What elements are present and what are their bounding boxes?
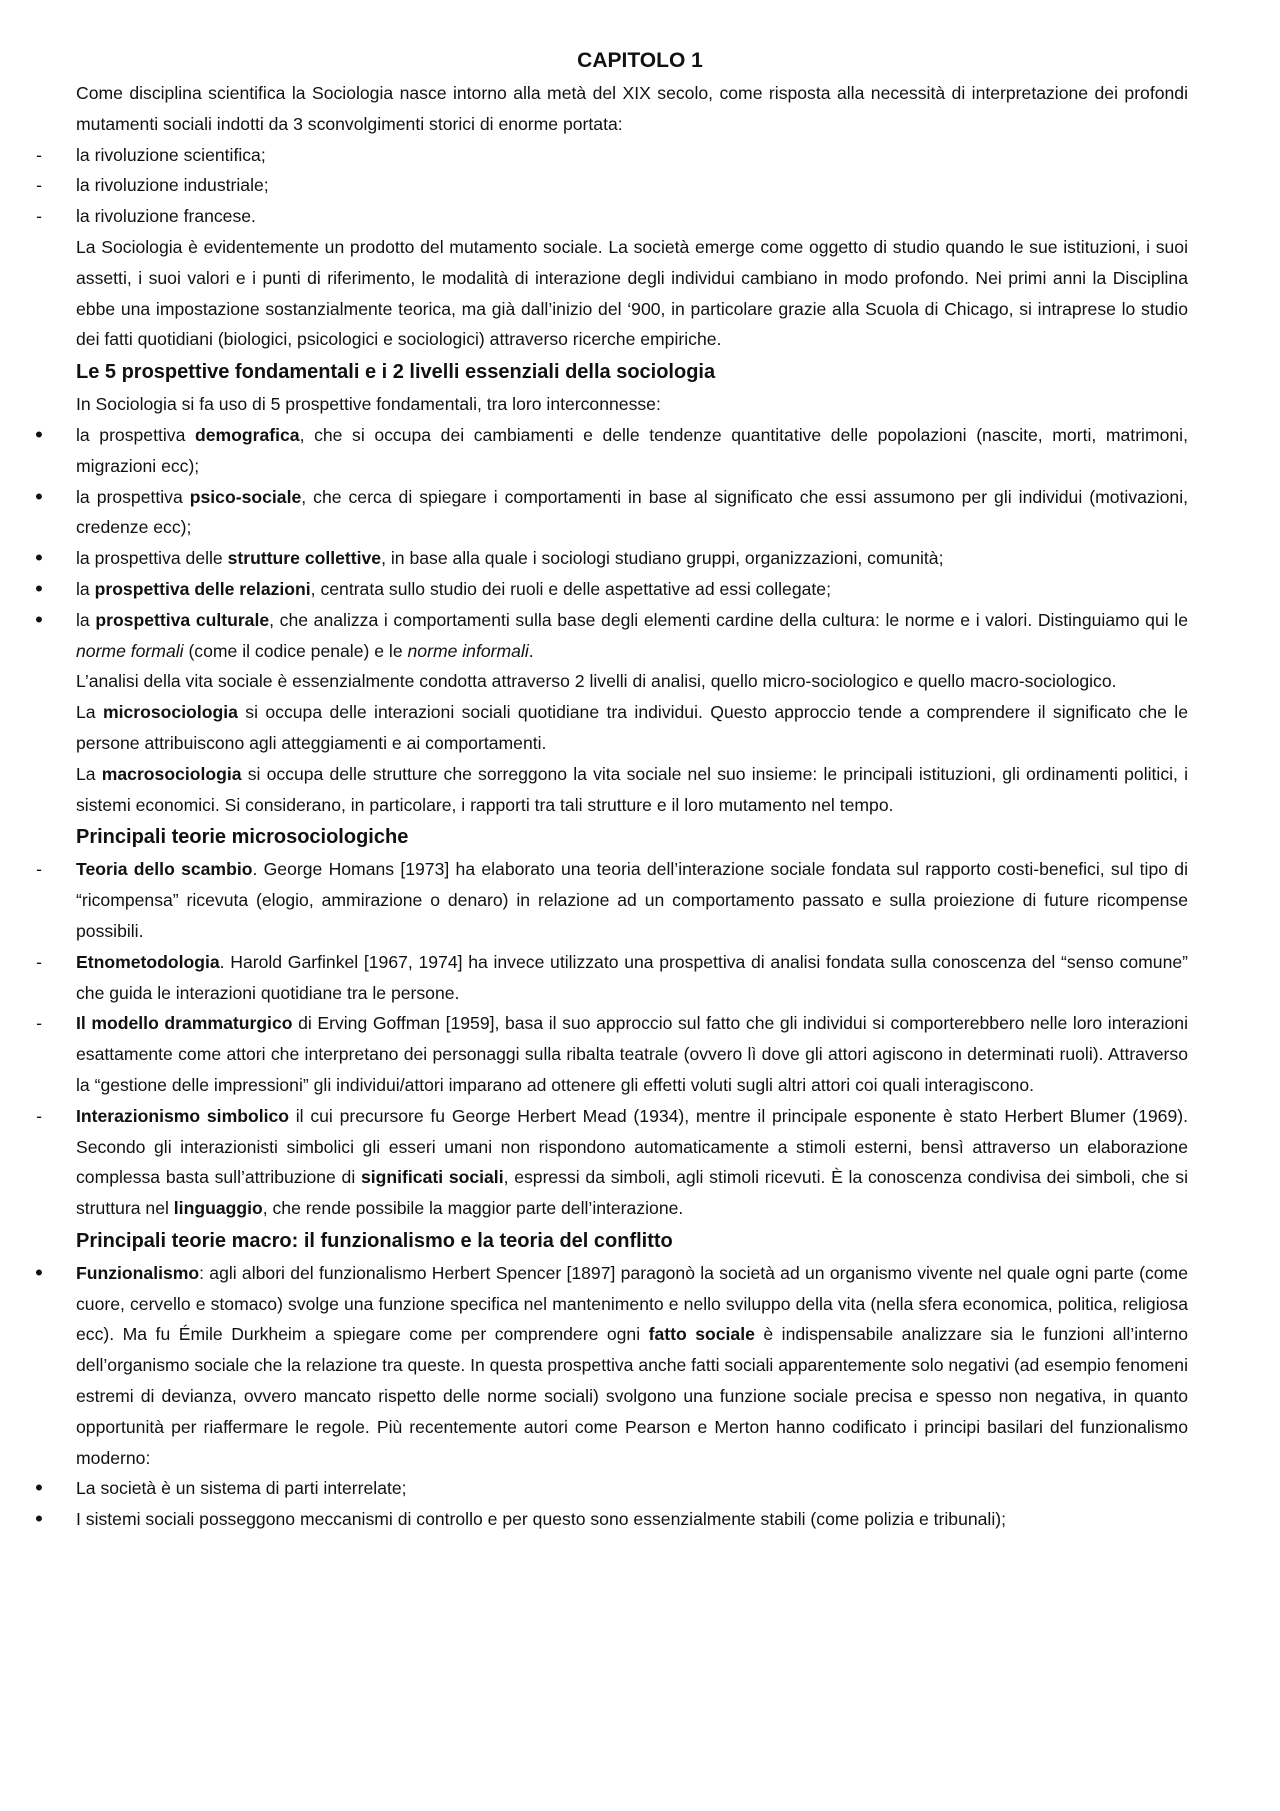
dash-marker: -	[36, 1013, 42, 1034]
macro-paragraph: La macrosociologia si occupa delle strutture che sorreggono la vita sociale nel suo insieme: le principali istituzioni, gli ordinamenti politici, i sistemi economici. Si considerano, in particolare, i rapporti tra tali strutture e il loro mutamento nel tempo.	[76, 763, 1188, 815]
list-item-text: La società è un sistema di parti interrelate;	[76, 1478, 407, 1499]
document-body	[35, 78, 1188, 1535]
bold-term: strutture collettive	[227, 548, 382, 569]
bold-term: microsociologia	[102, 702, 238, 723]
list-item-text: la rivoluzione scientifica;	[76, 144, 266, 165]
bold-term: Funzionalismo	[76, 1262, 200, 1283]
dash-marker: -	[36, 1105, 42, 1126]
list-item	[35, 1473, 1188, 1504]
bold-term: Teoria dello scambio	[76, 859, 253, 880]
section-heading-macro: Principali teorie macro: il funzionalismo e la teoria del conflitto	[76, 1229, 673, 1252]
bullet-marker: •	[35, 575, 43, 601]
dash-marker: -	[36, 206, 42, 227]
list-item	[35, 1504, 1188, 1535]
list-item	[36, 140, 1188, 171]
list-item: - Interazionismo simbolico il cui precursore fu George Herbert Mead (1934), mentre il principale esponente è stato Herbert Blumer (1969). Secondo gli interazionisti simbolici gli esseri umani non rispondono automaticamente a stimoli esterni, bensì attraverso un elaborazione complessa basta sull’attribuzione di significati sociali, espressi da simboli, agli stimoli ricevuti. È la conoscenza condivisa dei simboli, che si struttura nel linguaggio, che rende possibile la maggior parte dell’interazione.	[76, 1101, 1188, 1224]
dash-marker: -	[36, 144, 42, 165]
list-item: - Il modello drammaturgico di Erving Goffman [1959], basa il suo approccio sul fatto che gli individui si comporterebbero nelle loro interazioni esattamente come attori che interpretano dei personaggi sulla ribalta teatrale (ovvero lì dove gli attori agiscono in determinati ruoli). Attraverso la “gestione delle impressioni” gli individui/attori imparano ad ottenere gli effetti voluti sugli altri attori coi quali interagiscono.	[76, 1008, 1188, 1100]
dash-marker: -	[36, 951, 42, 972]
list-item	[36, 170, 1188, 201]
bold-term: Interazionismo simbolico	[76, 1105, 290, 1126]
bold-term: psico-sociale	[189, 486, 302, 507]
bold-term: significati sociali	[360, 1167, 504, 1188]
bold-term: demografica	[194, 424, 300, 445]
list-item: • la prospettiva delle strutture collettive, in base alla quale i sociologi studiano gruppi, organizzazioni, comunità;	[76, 543, 1188, 574]
bullet-marker: •	[35, 1259, 43, 1285]
section-heading-micro: Principali teorie microsociologiche	[76, 826, 409, 849]
list-item: • la prospettiva delle relazioni, centrata sullo studio dei ruoli e delle aspettative ad essi collegate;	[76, 574, 1188, 605]
dash-marker: -	[36, 175, 42, 196]
italic-term: norme formali	[76, 640, 184, 661]
list-item: - Etnometodologia. Harold Garfinkel [1967, 1974] ha invece utilizzato una prospettiva di analisi fondata sulla conoscenza del “senso comune” che guida le interazioni quotidiane tra le persone.	[76, 947, 1188, 1009]
bold-term: linguaggio	[173, 1198, 263, 1219]
section-heading-perspectives: Le 5 prospettive fondamentali e i 2 livelli essenziali della sociologia	[76, 361, 716, 384]
list-item: • la prospettiva demografica, che si occupa dei cambiamenti e delle tendenze quantitative delle popolazioni (nascite, morti, matrimoni, migrazioni ecc);	[76, 420, 1188, 482]
list-item: • la prospettiva culturale, che analizza i comportamenti sulla base degli elementi cardine della cultura: le norme e i valori. Distinguiamo qui le norme formali (come il codice penale) e le norme informali.	[76, 605, 1188, 667]
levels-paragraph: L’analisi della vita sociale è essenzialmente condotta attraverso 2 livelli di analisi, quello micro-sociologico e quello macro-sociologico.	[76, 671, 1117, 692]
bold-term: Il modello drammaturgico	[76, 1013, 293, 1034]
list-item-text: I sistemi sociali posseggono meccanismi di controllo e per questo sono essenzialmente stabili (come polizia e tribunali);	[76, 1509, 1006, 1530]
chapter-title: CAPITOLO 1	[577, 49, 703, 72]
product-paragraph: La Sociologia è evidentemente un prodotto del mutamento sociale. La società emerge come oggetto di studio quando le sue istituzioni, i suoi assetti, i suoi valori e i punti di riferimento, le modalità di interazione degli individui cambiano in modo profondo. Nei primi anni la Disciplina ebbe una impostazione sostanzialmente teorica, ma già dall’inizio del ‘900, in particolare grazie alla Scuola di Chicago, si intraprese lo studio dei fatti quotidiani (biologici, psicologici e sociologici) attraverso ricerche empiriche.	[76, 236, 1188, 350]
bold-term: prospettiva delle relazioni	[94, 578, 311, 599]
list-item: • la prospettiva psico-sociale, che cerca di spiegare i comportamenti in base al significato che essi assumono per gli individui (motivazioni, credenze ecc);	[76, 482, 1188, 544]
bullet-marker: •	[35, 606, 43, 632]
bullet-marker: •	[35, 1475, 43, 1501]
bullet-marker: •	[35, 545, 43, 571]
bullet-marker: •	[35, 421, 43, 447]
bold-term: fatto sociale	[648, 1324, 755, 1345]
dash-marker: -	[36, 859, 42, 880]
list-item-text: la rivoluzione industriale;	[76, 175, 269, 196]
bold-term: prospettiva culturale	[95, 609, 270, 630]
list-item: - Teoria dello scambio. George Homans [1973] ha elaborato una teoria dell’interazione sociale fondata sul rapporto costi-benefici, sul tipo di “ricompensa” ricevuta (elogio, ammirazione o denaro) in relazione ad un comportamento passato e sulla proiezione di future ricompense possibili.	[76, 854, 1188, 946]
micro-paragraph: La microsociologia si occupa delle interazioni sociali quotidiane tra individui. Questo approccio tende a comprendere il significato che le persone attribuiscono agli atteggiamenti e ai comportamenti.	[76, 702, 1188, 753]
bullet-marker: •	[35, 1506, 43, 1532]
bold-term: Etnometodologia	[76, 951, 220, 972]
intro-paragraph: Come disciplina scientifica la Sociologia nasce intorno alla metà del XIX secolo, come risposta alla necessità di interpretazione dei profondi mutamenti sociali indotti da 3 sconvolgimenti storici di enorme portata:	[76, 83, 1188, 134]
list-item	[36, 201, 1188, 232]
bullet-marker: •	[35, 483, 43, 509]
list-item-text: la rivoluzione francese.	[76, 206, 256, 227]
list-item: • Funzionalismo: agli albori del funzionalismo Herbert Spencer [1897] paragonò la società ad un organismo vivente nel quale ogni parte (come cuore, cervello e stomaco) svolge una funzione specifica nel mantenimento e nello sviluppo della vita (nella sfera economica, politica, religiosa ecc). Ma fu Émile Durkheim a spiegare come per comprendere ogni fatto sociale è indispensabile analizzare sia le funzioni all’interno dell’organismo sociale che la relazione tra queste. In questa prospettiva anche fatti sociali apparentemente solo negativi (ad esempio fenomeni estremi di devianza, ovvero mancato rispetto delle norme sociali) svolgono una funzione sociale precisa e spesso non negativa, in quanto opportunità per riaffermare le regole. Più recentemente autori come Pearson e Merton hanno codificato i principi basilari del funzionalismo moderno:	[76, 1258, 1188, 1474]
bold-term: macrosociologia	[101, 763, 242, 784]
perspectives-intro: In Sociologia si fa uso di 5 prospettive fondamentali, tra loro interconnesse:	[76, 394, 661, 415]
italic-term: norme informali	[407, 640, 529, 661]
